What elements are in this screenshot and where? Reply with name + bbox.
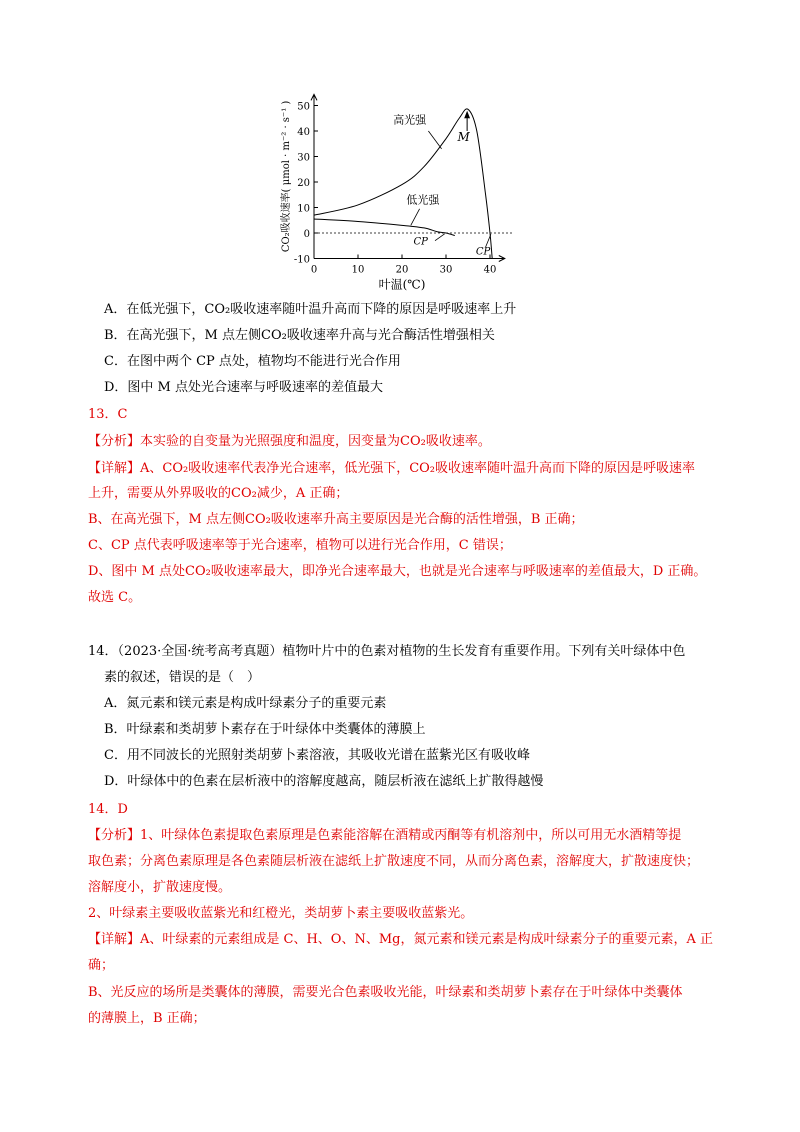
q14-option-a: A．氮元素和镁元素是构成叶绿素分子的重要元素 xyxy=(104,696,387,711)
q13-answer: 13．C xyxy=(88,407,128,422)
chart-labels xyxy=(279,101,496,292)
y-tick-label: -10 xyxy=(293,254,310,266)
annotation-cp-high: CP xyxy=(475,246,491,258)
q14-analysis-line-3: 溶解度小，扩散速度慢。 xyxy=(88,880,232,895)
q14-analysis-line-1: 【分析】1、叶绿体色素提取色素原理是色素能溶解在酒精或丙酮等有机溶剂中，所以可用无水酒精等提 xyxy=(88,828,682,843)
x-tick-label: 40 xyxy=(483,264,497,276)
q13-option-c: C．在图中两个 CP 点处，植物均不能进行光合作用 xyxy=(104,354,401,369)
q14-detail-line-1: 【详解】A、叶绿素的元素组成是 C、H、O、N、Mg，氮元素和镁元素是构成叶绿素分子的重要元素，A 正 xyxy=(88,932,713,947)
co2-absorption-chart xyxy=(276,92,536,292)
q14-option-b: B．叶绿素和类胡萝卜素存在于叶绿体中类囊体的薄膜上 xyxy=(104,722,426,737)
q14-detail-line-2: 确； xyxy=(88,958,115,973)
annotation-m-arrowhead xyxy=(465,112,470,118)
q14-answer: 14．D xyxy=(88,802,128,817)
series-label-low-light: 低光强 xyxy=(406,193,440,207)
x-tick-label: 10 xyxy=(351,264,365,276)
q13-option-b: B．在高光强下，M 点左侧CO₂吸收速率升高与光合酶活性增强相关 xyxy=(104,328,495,343)
q14-detail-line-4: 的薄膜上，B 正确； xyxy=(88,1011,206,1026)
q13-option-a: A．在低光强下，CO₂吸收速率随叶温升高而下降的原因是呼吸速率上升 xyxy=(104,302,517,317)
series-label-high-light: 高光强 xyxy=(393,113,427,127)
x-axis-label: 叶温(℃) xyxy=(378,277,426,292)
x-tick-label: 0 xyxy=(310,264,318,276)
series-leader-high-light xyxy=(428,131,441,149)
q14-option-d: D．叶绿体中的色素在层析液中的溶解度越高，随层析液在滤纸上扩散得越慢 xyxy=(104,774,544,789)
q13-detail-line-1: 【详解】A、CO₂吸收速率代表净光合速率，低光强下，CO₂吸收速率随叶温升高而下降的原因是呼吸速率 xyxy=(88,461,696,476)
annotation-cp-low: CP xyxy=(413,236,428,248)
y-tick-label: 0 xyxy=(303,229,310,240)
q13-option-d: D．图中 M 点处光合速率与呼吸速率的差值最大 xyxy=(104,380,383,395)
annotation-m: M xyxy=(457,130,470,145)
series-leader-low-light xyxy=(411,209,420,226)
q13-detail-line-2: 上升，需要从外界吸收的CO₂减少，A 正确； xyxy=(88,486,349,501)
q13-detail-line-5: D、图中 M 点处CO₂吸收速率最大，即净光合速率最大，也就是光合速率与呼吸速率的差值最大，D 正确。 xyxy=(88,564,707,579)
q14-stem-line-1: 14．（2023·全国·统考高考真题）植物叶片中的色素对植物的生长发育有重要作用。下列有关叶绿体中色 xyxy=(88,644,686,659)
q14-option-c: C．用不同波长的光照射类胡萝卜素溶液，其吸收光谱在蓝紫光区有吸收峰 xyxy=(104,748,530,763)
y-axis-label: CO₂吸收速率( μmol · m⁻² · s⁻¹ ) xyxy=(281,100,292,253)
q14-analysis-line-2: 取色素；分离色素原理是各色素随层析液在滤纸上扩散速度不同，从而分离色素，溶解度大，扩散速度快； xyxy=(88,854,700,869)
q14-stem-line-2: 素的叙述，错误的是（ ） xyxy=(104,670,261,685)
y-tick-label: 40 xyxy=(297,127,310,138)
y-tick-label: 30 xyxy=(297,152,310,164)
y-tick-label: 10 xyxy=(297,203,310,215)
annotation-cp-high-arrow xyxy=(486,234,491,247)
y-tick-label: 20 xyxy=(297,178,310,189)
q13-detail-line-4: C、CP 点代表呼吸速率等于光合速率，植物可以进行光合作用，C 错误； xyxy=(88,538,512,553)
x-tick-label: 30 xyxy=(439,264,453,276)
y-tick-label: 50 xyxy=(297,101,310,113)
q14-detail-line-3: B、光反应的场所是类囊体的薄膜，需要光合色素吸收光能，叶绿素和类胡萝卜素存在于叶绿体中类囊体 xyxy=(88,985,683,1000)
q13-analysis: 【分析】本实验的自变量为光照强度和温度，因变量为CO₂吸收速率。 xyxy=(88,434,491,449)
q14-analysis-line-4: 2、叶绿素主要吸收蓝紫光和红橙光，类胡萝卜素主要吸收蓝紫光。 xyxy=(88,906,474,921)
x-tick-label: 20 xyxy=(395,264,409,276)
q13-detail-line-3: B、在高光强下，M 点左侧CO₂吸收速率升高主要原因是光合酶的活性增强，B 正确； xyxy=(88,512,584,527)
annotation-cp-low-arrow xyxy=(435,234,445,241)
q13-conclusion: 故选 C。 xyxy=(88,590,142,605)
